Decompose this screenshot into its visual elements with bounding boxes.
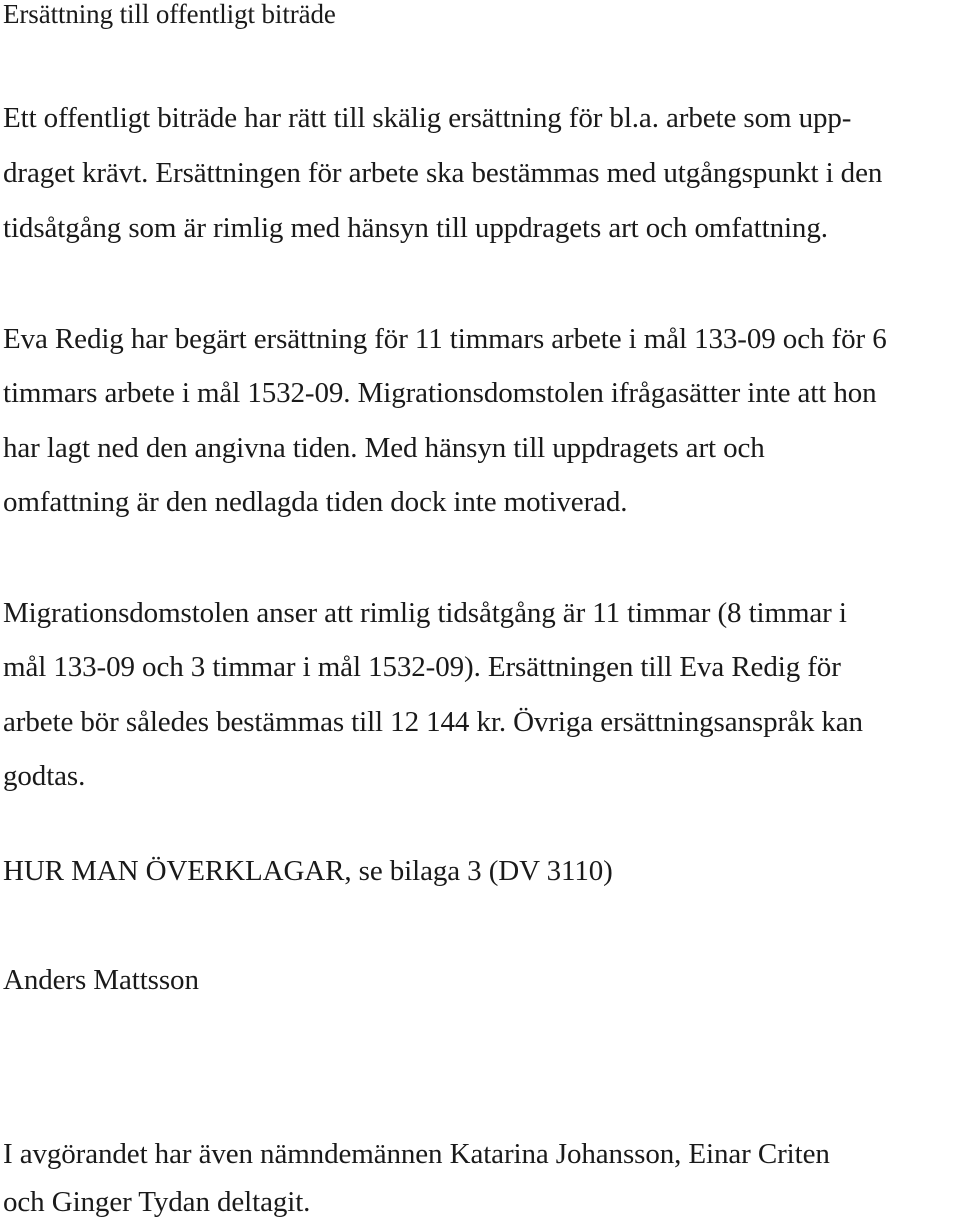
paragraph-line: har lagt ned den angivna tiden. Med hänsyn till uppdragets art och (3, 432, 765, 464)
section-heading: Ersättning till offentligt biträde (3, 0, 336, 29)
paragraph-line: Eva Redig har begärt ersättning för 11 timmars arbete i mål 133-09 och för 6 (3, 323, 887, 355)
paragraph-line: tidsåtgång som är rimlig med hänsyn till uppdragets art och omfattning. (3, 212, 828, 244)
paragraph-line: och Ginger Tydan deltagit. (3, 1186, 311, 1218)
paragraph-line: arbete bör således bestämmas till 12 144 kr. Övriga ersättningsanspråk kan (3, 706, 863, 738)
paragraph-line: Ett offentligt biträde har rätt till skälig ersättning för bl.a. arbete som upp- (3, 102, 852, 134)
paragraph-line: omfattning är den nedlagda tiden dock inte motiverad. (3, 486, 628, 518)
paragraph-line: timmars arbete i mål 1532-09. Migrationsdomstolen ifrågasätter inte att hon (3, 377, 877, 409)
paragraph-line: Migrationsdomstolen anser att rimlig tidsåtgång är 11 timmar (8 timmar i (3, 597, 847, 629)
appeal-notice: HUR MAN ÖVERKLAGAR, se bilaga 3 (DV 3110) (3, 855, 613, 887)
paragraph-line: draget krävt. Ersättningen för arbete ska bestämmas med utgångspunkt i den (3, 157, 883, 189)
paragraph-line: I avgörandet har även nämndemännen Katarina Johansson, Einar Criten (3, 1138, 830, 1170)
paragraph-line: godtas. (3, 760, 86, 792)
paragraph-line: mål 133-09 och 3 timmar i mål 1532-09). Ersättningen till Eva Redig för (3, 651, 841, 683)
signature-name: Anders Mattsson (3, 964, 199, 996)
